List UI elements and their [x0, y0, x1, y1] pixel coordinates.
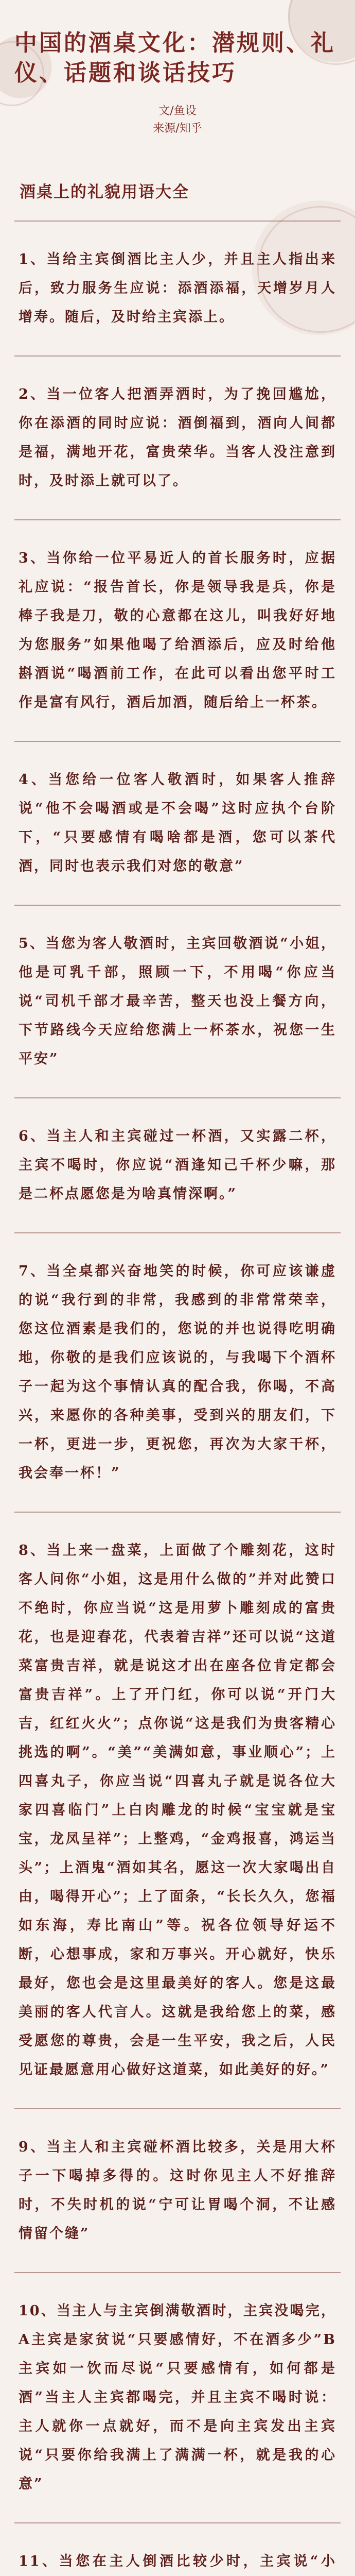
source-line: 来源/知乎: [153, 122, 202, 135]
divider: [14, 1512, 341, 1513]
etiquette-item: 4、当您给一位客人敬酒时，如果客人推辞说“他不会喝酒或是不会喝”这时应执个台阶下，“只要感情有喝啥都是酒，您可以茶代酒，同时也表示我们对您的敬意”: [19, 772, 336, 874]
etiquette-item: 10、当主人与主宾倒满敬酒时，主宾没喝完，A主宾是家贫说“只要感情好，不在酒多少”B主宾如一饮而尽说“只要感情有，如何都是酒”当主人主宾都喝完，并且主宾不喝时说：主人就你一点就好，而不是向主宾发出主宾说“只要你给我满上了满满一杯，就是我的心意”: [19, 2303, 336, 2492]
article-title: 中国的酒桌文化：潜规则、礼仪、话题和谈话技巧: [14, 30, 335, 86]
divider: [14, 2522, 341, 2523]
etiquette-item: 6、当主人和主宾碰过一杯酒，又实露二杯，主宾不喝时，你应说“酒逢知己千杯少嘛，那是二杯点愿您是为啥真情深啊。”: [19, 1128, 336, 1202]
etiquette-item: 7、当全桌都兴奋地笑的时候，你可应该谦虚的说“我行到的非常，我感到的非常常荣幸，您这位酒素是我们的，您说的并也说得吃明确地，你敬的是我们应该说的，与我喝下个酒杯子一起为这个事情认真的配合我，你喝，不高兴，来愿你的各种美事，受到兴的朋友们，下一杯，更进一步，更祝您，再次为大家干杯，我会奉一杯！”: [19, 1263, 336, 1481]
divider: [14, 2108, 341, 2109]
etiquette-item: 1、当给主宾倒酒比主人少，并且主人指出来后，致力服务生应说：添酒添福，天增岁月人增寿。随后，及时给主宾添上。: [19, 251, 336, 325]
divider: [14, 2272, 341, 2273]
divider: [14, 1097, 341, 1098]
author-line: 文/鱼设: [158, 105, 197, 117]
etiquette-item: 3、当你给一位平易近人的首长服务时，应据礼应说：“报告首长，你是领导我是兵，你是棒子我是刀，敬的心意都在这儿，叫我好好地为您服务”如果他喝了给酒添后，应及时给他斟酒说“喝酒前工作，在此可以看出您平时工作是富有风行，酒后加酒，随后给上一杯茶。: [19, 550, 336, 710]
section-heading: 酒桌上的礼貌用语大全: [20, 183, 189, 201]
etiquette-item: 5、当您为客人敬酒时，主宾回敬酒说“小姐，他是可乳千部，照顾一下，不用喝“你应当说“司机千部才最辛苦，整天也没上餐方向，下节路线今天应给您满上一杯茶水，祝您一生平安”: [19, 936, 336, 1067]
divider: [14, 221, 341, 222]
divider: [14, 741, 341, 742]
etiquette-item: 9、当主人和主宾碰杯酒比较多，关是用大杯子一下喝掉多得的。这时你见主人不好推辞时，不失时机的说“宁可让胃喝个洞，不让感情留个缝”: [19, 2139, 336, 2242]
divider: [14, 1232, 341, 1233]
etiquette-list: [0, 222, 355, 2576]
etiquette-item: 8、当上来一盘菜，上面做了个雕刻花，这时客人问你“小姐，这是用什么做的”并对此赞口不绝时，你应当说“这是用萝卜雕刻成的富贵花，也是迎春花，代表着吉祥”还可以说“这道菜富贵吉祥，就是说这才出在座各位肯定都会富贵吉祥”。上了开门红，你可以说“开门大吉，红红火火”；点你说“这是我们为贵客精心挑选的啊”。“美”“美满如意，事业顺心”；上四喜丸子，你应当说“四喜丸子就是说各位大家四喜临门”上白肉雕龙的时候“宝宝就是宝宝，龙凤呈祥”；上整鸡，“金鸡报喜，鸿运当头”；上酒鬼“酒如其名，愿这一次大家喝出自由，喝得开心”；上了面条，“长长久久，您福如东海，寿比南山”等。祝各位领导好运不断，心想事成，家和万事兴。开心就好，快乐最好，您也会是这里最美好的客人。您是这最美丽的客人代言人。这就是我给您上的菜，感受愿您的尊贵，会是一生平安，我之后，人民见证最愿意用心做好这道菜，如此美好的好。”: [19, 1543, 336, 2078]
divider: [14, 519, 341, 520]
etiquette-item: 11、当您在主人倒酒比较少时，主宾说“小: [19, 2553, 336, 2569]
divider: [14, 355, 341, 357]
etiquette-item: 2、当一位客人把酒弄洒时，为了挽回尴尬，你在添酒的同时应说：酒倒福到，酒向人间都是福，满地开花，富贵荣华。当客人没注意到时，及时添上就可以了。: [19, 386, 336, 489]
divider: [14, 905, 341, 906]
